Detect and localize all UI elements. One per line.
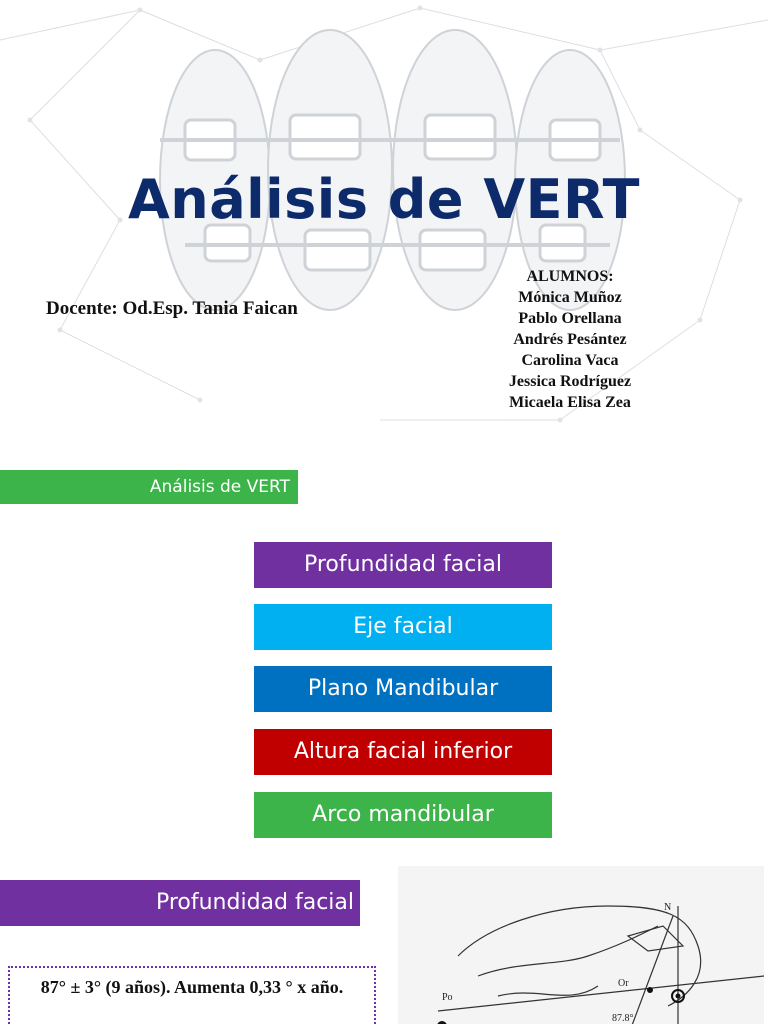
angle-label: 87.8° xyxy=(612,1013,634,1024)
page-title: Análisis de VERT xyxy=(127,168,641,231)
facial-depth-slide xyxy=(0,864,768,1024)
cephalometric-tracing xyxy=(398,866,764,1024)
menu-button-profundidad-facial[interactable]: Profundidad facial xyxy=(254,542,552,588)
student-name: Jessica Rodríguez xyxy=(508,373,632,390)
point-label-or: Or xyxy=(618,978,629,989)
student-name: Mónica Muñoz xyxy=(518,289,622,306)
section-tag-label: Profundidad facial xyxy=(155,890,354,915)
students-heading: ALUMNOS: xyxy=(526,268,614,285)
student-name: Carolina Vaca xyxy=(521,352,619,369)
point-label-n: N xyxy=(664,902,672,913)
norm-value-box: 87° ± 3° (9 años). Aumenta 0,33 ° x año. xyxy=(8,966,376,1024)
menu-slide xyxy=(0,432,768,864)
menu-button-eje-facial[interactable]: Eje facial xyxy=(254,604,552,650)
students-list xyxy=(470,266,670,413)
section-tag xyxy=(0,880,360,926)
student-name: Andrés Pesántez xyxy=(513,331,627,348)
cephalometric-diagram xyxy=(398,866,764,1024)
menu-button-altura-facial-inferior[interactable]: Altura facial inferior xyxy=(254,729,552,775)
point-label-po: Po xyxy=(442,992,453,1003)
section-tag-label: Análisis de VERT xyxy=(149,477,290,497)
title-slide xyxy=(0,0,768,432)
section-tag xyxy=(0,470,298,504)
menu-button-plano-mandibular[interactable]: Plano Mandibular xyxy=(254,666,552,712)
teacher-name: Docente: Od.Esp. Tania Faican xyxy=(46,298,298,319)
student-name: Micaela Elisa Zea xyxy=(509,394,631,411)
menu-button-arco-mandibular[interactable]: Arco mandibular xyxy=(254,792,552,838)
student-name: Pablo Orellana xyxy=(518,310,622,327)
